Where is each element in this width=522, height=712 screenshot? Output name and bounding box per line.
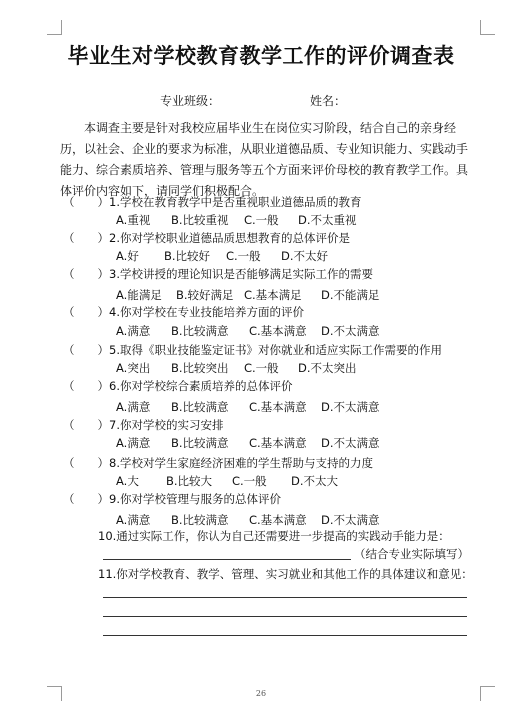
question-8 bbox=[63, 455, 373, 471]
option-1-a[interactable]: A.重视 bbox=[116, 213, 151, 227]
question-3 bbox=[63, 266, 373, 282]
page-title: 毕业生对学校教育教学工作的评价调查表 bbox=[67, 44, 455, 68]
intro-paragraph: 本调查主要是针对我校应届毕业生在岗位实习阶段，结合自己的亲身经历，以社会、企业的要求为标准，从职业道德品质、专业知识能力、实践动手能力、综合素质培养、管理与服务等五个方面来评价母校的教育教学工作。具体评价内容如下，请同学们积极配合。 bbox=[60, 121, 469, 198]
option-7-d[interactable]: D.不太满意 bbox=[321, 436, 380, 450]
option-8-c[interactable]: C.一般 bbox=[232, 474, 267, 488]
question-text-8: 8.学校对学生家庭经济困难的学生帮助与支持的力度 bbox=[109, 456, 373, 470]
option-3-c[interactable]: C.基本满足 bbox=[244, 288, 302, 302]
option-9-a[interactable]: A.满意 bbox=[116, 513, 151, 527]
option-5-c[interactable]: C.一般 bbox=[244, 361, 279, 375]
answer-blank-9[interactable]: （ ） bbox=[63, 492, 109, 506]
option-4-c[interactable]: C.基本满意 bbox=[249, 324, 307, 338]
question-text-9: 9.你对学校管理与服务的总体评价 bbox=[109, 492, 281, 506]
answer-blank-8[interactable]: （ ） bbox=[63, 456, 109, 470]
option-1-d[interactable]: D.不太重视 bbox=[298, 213, 357, 227]
question-text-6: 6.你对学校综合素质培养的总体评价 bbox=[109, 379, 293, 393]
option-5-d[interactable]: D.不太突出 bbox=[298, 361, 357, 375]
option-1-c[interactable]: C.一般 bbox=[244, 213, 279, 227]
question-text-5: 5.取得《职业技能鉴定证书》对你就业和适应实际工作需要的作用 bbox=[109, 343, 442, 357]
option-9-d[interactable]: D.不太满意 bbox=[321, 513, 380, 527]
crop-mark-top-right bbox=[480, 20, 495, 35]
question-11-answer-line-3[interactable] bbox=[103, 635, 467, 636]
question-1 bbox=[63, 194, 361, 210]
option-7-c[interactable]: C.基本满意 bbox=[249, 436, 307, 450]
option-7-b[interactable]: B.比较满意 bbox=[171, 436, 229, 450]
page-number: 26 bbox=[255, 689, 267, 698]
answer-blank-3[interactable]: （ ） bbox=[63, 267, 109, 281]
option-6-a[interactable]: A.满意 bbox=[116, 400, 151, 414]
question-2 bbox=[63, 230, 350, 246]
option-4-d[interactable]: D.不太满意 bbox=[321, 324, 380, 338]
option-3-a[interactable]: A.能满足 bbox=[116, 288, 162, 302]
option-7-a[interactable]: A.满意 bbox=[116, 436, 151, 450]
option-8-d[interactable]: D.不太大 bbox=[291, 474, 339, 488]
option-6-d[interactable]: D.不太满意 bbox=[321, 400, 380, 414]
question-10-hint: （结合专业实际填写） bbox=[354, 547, 469, 561]
question-4 bbox=[63, 304, 304, 320]
question-6 bbox=[63, 378, 292, 394]
option-2-c[interactable]: C.一般 bbox=[226, 249, 261, 263]
question-text-2: 2.你对学校职业道德品质思想教育的总体评价是 bbox=[109, 231, 350, 245]
question-text-7: 7.你对学校的实习安排 bbox=[109, 418, 224, 432]
answer-blank-1[interactable]: （ ） bbox=[63, 195, 109, 209]
option-6-b[interactable]: B.比较满意 bbox=[171, 400, 229, 414]
option-5-b[interactable]: B.比较突出 bbox=[171, 361, 229, 375]
option-2-a[interactable]: A.好 bbox=[116, 249, 139, 263]
option-5-a[interactable]: A.突出 bbox=[116, 361, 151, 375]
answer-blank-5[interactable]: （ ） bbox=[63, 343, 109, 357]
question-text-1: 1.学校在教育教学中是否重视职业道德品质的教育 bbox=[109, 195, 362, 209]
question-text-4: 4.你对学校在专业技能培养方面的评价 bbox=[109, 305, 304, 319]
question-11-answer-line-2[interactable] bbox=[103, 616, 467, 617]
answer-blank-7[interactable]: （ ） bbox=[63, 418, 109, 432]
name-label: 姓名： bbox=[310, 94, 347, 108]
answer-blank-2[interactable]: （ ） bbox=[63, 231, 109, 245]
option-8-a[interactable]: A.大 bbox=[116, 474, 139, 488]
question-5 bbox=[63, 342, 442, 358]
question-11-answer-line-1[interactable] bbox=[103, 597, 467, 598]
option-3-d[interactable]: D.不能满足 bbox=[321, 288, 380, 302]
answer-blank-6[interactable]: （ ） bbox=[63, 379, 109, 393]
question-9 bbox=[63, 491, 281, 507]
question-text-3: 3.学校讲授的理论知识是否能够满足实际工作的需要 bbox=[109, 267, 373, 281]
crop-mark-top-left bbox=[47, 20, 62, 35]
option-2-d[interactable]: D.不太好 bbox=[281, 249, 329, 263]
question-7 bbox=[63, 417, 223, 433]
option-3-b[interactable]: B.较好满足 bbox=[176, 288, 234, 302]
option-6-c[interactable]: C.基本满意 bbox=[249, 400, 307, 414]
question-10-answer-line[interactable] bbox=[103, 559, 351, 560]
major-class-label: 专业班级： bbox=[160, 94, 221, 108]
option-2-b[interactable]: B.比较好 bbox=[164, 249, 211, 263]
option-1-b[interactable]: B.比较重视 bbox=[171, 213, 229, 227]
question-11-text: 11.你对学校教育、教学、管理、实习就业和其他工作的具体建议和意见： bbox=[98, 567, 473, 581]
option-9-c[interactable]: C.基本满意 bbox=[249, 513, 307, 527]
question-10-text: 10.通过实际工作，你认为自己还需要进一步提高的实践动手能力是： bbox=[98, 529, 450, 543]
answer-blank-4[interactable]: （ ） bbox=[63, 305, 109, 319]
option-4-b[interactable]: B.比较满意 bbox=[171, 324, 229, 338]
option-9-b[interactable]: B.比较满意 bbox=[171, 513, 229, 527]
option-8-b[interactable]: B.比较大 bbox=[166, 474, 213, 488]
option-4-a[interactable]: A.满意 bbox=[116, 324, 151, 338]
